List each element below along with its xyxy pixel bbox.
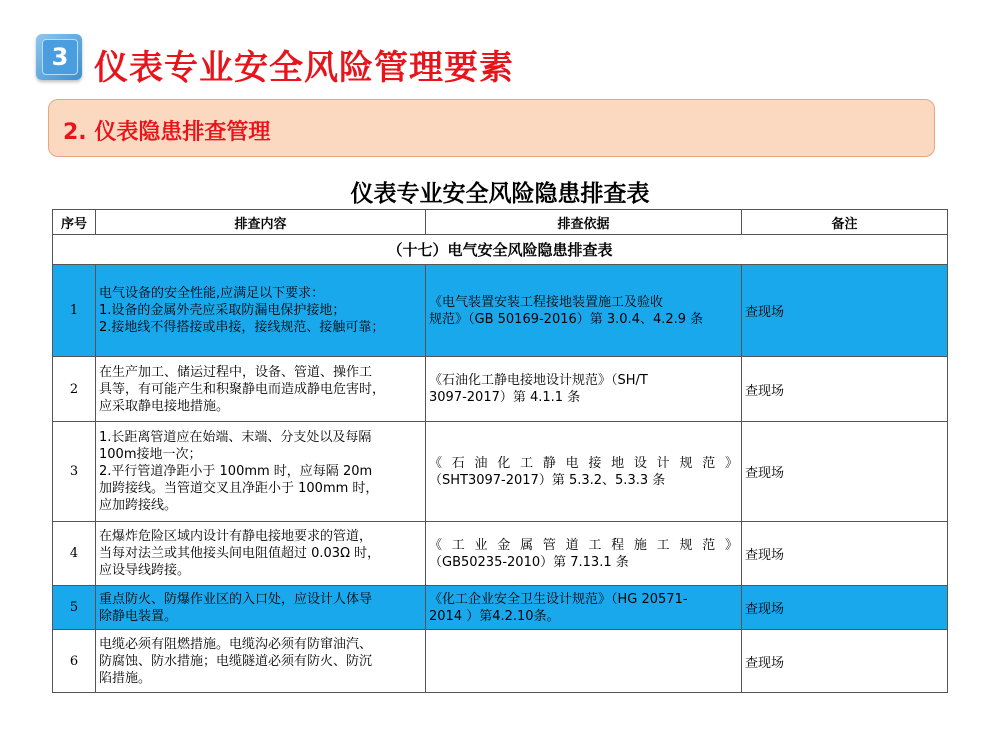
table-row — [53, 630, 948, 693]
section-number: 3 — [42, 39, 78, 75]
check-content — [96, 586, 426, 630]
basis-line: （GB50235-2010）第 7.13.1 条 — [429, 554, 629, 570]
content-line: 2.平行管道净距小于 100mm 时，应每隔 20m — [99, 464, 373, 479]
content-line: 除静电装置。 — [99, 608, 178, 624]
page-title: 仪表专业安全风险管理要素 — [94, 48, 514, 88]
check-content — [96, 265, 426, 357]
basis-line: 3097-2017）第 4.1.1 条 — [429, 390, 581, 405]
content-line: 电气设备的安全性能,应满足以下要求： — [99, 286, 325, 301]
content-line: 陷措施。 — [99, 670, 152, 686]
content-line: 加跨接线。当管道交叉且净距小于 100mm 时， — [99, 481, 379, 496]
basis-line: 规范》（GB 50169-2016）第 3.0.4、4.2.9 条 — [429, 311, 704, 327]
content-line: 重点防火、防爆作业区的入口处，应设计人体导 — [99, 591, 373, 607]
column-header-content: 排查内容 — [96, 210, 426, 235]
table-header-row — [53, 210, 948, 235]
table-row — [53, 586, 948, 630]
content-line: 应设导线跨接。 — [99, 563, 191, 578]
subtitle-banner — [48, 99, 935, 157]
row-number: 5 — [53, 586, 96, 630]
check-content — [96, 630, 426, 693]
table-row — [53, 422, 948, 522]
note: 查现场 — [742, 586, 948, 630]
section-row — [53, 235, 948, 265]
check-basis — [426, 265, 742, 357]
basis-line: 《石油化工静电接地设计规范》 — [429, 455, 738, 471]
subtitle-text: 2. 仪表隐患排查管理 — [63, 120, 271, 145]
note: 查现场 — [742, 357, 948, 422]
section-number-badge — [36, 34, 82, 80]
content-line: 1.长距离管道应在始端、末端、分支处以及每隔 — [99, 430, 372, 445]
table-title: 仪表专业安全风险隐患排查表 — [350, 181, 650, 207]
basis-line: （SHT3097-2017）第 5.3.2、5.3.3 条 — [429, 472, 666, 488]
note: 查现场 — [742, 522, 948, 586]
content-line: 2.接地线不得搭接或串接，接线规范、接触可靠； — [99, 320, 385, 335]
content-line: 防腐蚀、防水措施；电缆隧道必须有防火、防沉 — [99, 653, 373, 669]
content-line: 100m接地一次； — [99, 447, 202, 462]
section-title: （十七）电气安全风险隐患排查表 — [53, 235, 948, 265]
column-header-note: 备注 — [742, 210, 948, 235]
basis-line: 2014 ）第4.2.10条。 — [429, 608, 560, 624]
note: 查现场 — [742, 265, 948, 357]
check-content — [96, 357, 426, 422]
check-basis — [426, 357, 742, 422]
row-number: 4 — [53, 522, 96, 586]
content-line: 1.设备的金属外壳应采取防漏电保护接地； — [99, 303, 346, 318]
row-number: 2 — [53, 357, 96, 422]
column-header-no: 序号 — [53, 210, 96, 235]
note: 查现场 — [742, 422, 948, 522]
check-basis — [426, 630, 742, 693]
check-basis — [426, 422, 742, 522]
content-line: 具等，有可能产生和积聚静电而造成静电危害时， — [99, 381, 386, 397]
basis-line: 《石油化工静电接地设计规范》（SH/T — [429, 373, 648, 388]
row-number: 3 — [53, 422, 96, 522]
check-basis — [426, 522, 742, 586]
content-line: 当每对法兰或其他接头间电阻值超过 0.03Ω 时， — [99, 546, 381, 561]
row-number: 6 — [53, 630, 96, 693]
basis-line: 《电气装置安装工程接地装置施工及验收 — [429, 294, 664, 310]
column-header-basis: 排查依据 — [426, 210, 742, 235]
check-content — [96, 422, 426, 522]
content-line: 应加跨接线。 — [99, 498, 178, 513]
inspection-table — [52, 209, 948, 693]
check-content — [96, 522, 426, 586]
basis-line: 《工业金属管道工程施工规范》 — [429, 537, 738, 553]
row-number: 1 — [53, 265, 96, 357]
content-line: 在爆炸危险区域内设计有静电接地要求的管道， — [99, 529, 373, 544]
check-basis — [426, 586, 742, 630]
table-row — [53, 265, 948, 357]
table-row — [53, 357, 948, 422]
table-row — [53, 522, 948, 586]
content-line: 应采取静电接地措施。 — [99, 398, 230, 414]
basis-line: 《化工企业安全卫生设计规范》（HG 20571- — [429, 591, 688, 607]
content-line: 在生产加工、储运过程中，设备、管道、操作工 — [99, 364, 373, 380]
note: 查现场 — [742, 630, 948, 693]
content-line: 电缆必须有阻燃措施。电缆沟必须有防窜油汽、 — [99, 636, 373, 652]
